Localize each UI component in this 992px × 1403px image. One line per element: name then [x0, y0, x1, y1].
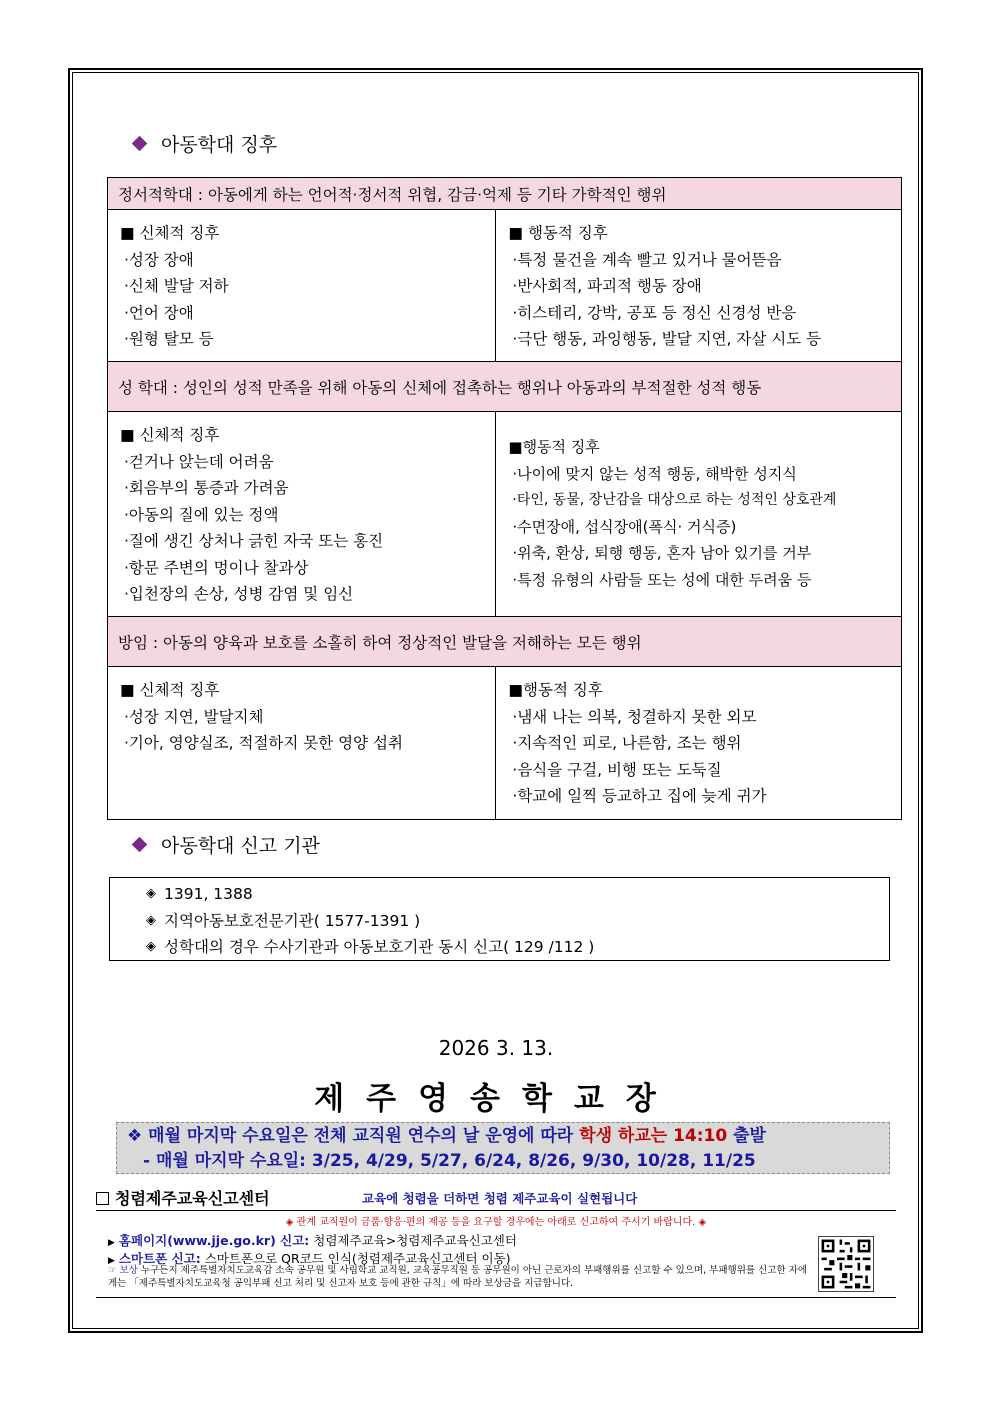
list-item: ·언어 장애 — [124, 303, 194, 322]
list-item: ·기아, 영양실조, 적절하지 못한 영양 섭취 — [124, 734, 403, 752]
list-item: ·특정 유형의 사람들 또는 성에 대한 두려움 등 — [512, 570, 812, 589]
report-agency-box — [109, 877, 890, 961]
arrow-right-icon: ▶ — [108, 1256, 115, 1266]
diamond-bullet-icon — [132, 837, 148, 853]
diamond-mark-icon: ◈ — [146, 939, 156, 954]
behavioral-signs-sexual: ■행동적 징후 ·나이에 맞지 않는 성적 행동, 해박한 성지식 ·타인, 동물, 장난감을 대상으로 하는 성적인 상호관계 ·수면장애, 섭식장애(폭식· 거식증) ·위축, 환상, 퇴행 행동, 혼자 남아 있기를 거부 ·특정 유형의 사람들 또는 성에 대한 두려움 등 — [496, 412, 902, 617]
divider — [96, 1210, 896, 1211]
list-item: ·성장 장애 — [124, 250, 194, 269]
behavioral-signs-emotional: ■ 행동적 징후 ·특정 물건을 계속 빨고 있거나 물어뜯음 ·반사회적, 파괴적 행동 장애 ·히스테리, 강박, 공포 등 정신 신경성 반응 ·극단 행동, 과잉행동, 발달 지연, 자살 시도 등 — [496, 210, 902, 362]
list-item: ·수면장애, 섭식장애(폭식· 거식증) — [512, 517, 737, 536]
list-item: ·항문 주변의 멍이나 찰과상 — [124, 558, 309, 577]
diamond-mark-icon: ◈ — [146, 886, 156, 901]
list-item: ·냄새 나는 의복, 청결하지 못한 외모 — [512, 707, 757, 726]
list-item: ·학교에 일찍 등교하고 집에 늦게 귀가 — [512, 787, 767, 805]
qr-code-icon[interactable] — [818, 1236, 874, 1292]
abuse-signs-table — [107, 177, 902, 820]
list-item: ·음식을 구걸, 비행 또는 도둑질 — [512, 760, 722, 779]
list-item: ·회음부의 통증과 가려움 — [124, 479, 289, 497]
notice-mark-icon: ❖ — [127, 1126, 143, 1146]
category-sexual: 성 학대 : 성인의 성적 만족을 위해 아동의 신체에 접촉하는 행위나 아동과의 부적절한 성적 행동 — [108, 362, 902, 412]
list-item: ·타인, 동물, 장난감을 대상으로 하는 성적인 상호관계 — [512, 492, 837, 508]
list-item: ◈ 지역아동보호전문기관( 1577-1391 ) — [146, 908, 889, 935]
integrity-center-title: 청렴제주교육신고센터 — [96, 1186, 270, 1209]
caution-text: ◈ 관계 교직원이 금품·향응·편의 제공 등을 요구할 경우에는 아래로 신고하여 주시기 바랍니다. ◈ — [285, 1217, 707, 1228]
homepage-link[interactable]: 홈페이지(www.jje.go.kr) 신고: — [118, 1233, 310, 1248]
notice-box: ❖ 매월 마지막 수요일은 전체 교직원 연수의 날 운영에 따라 학생 하교는 14:10 출발 - 매월 마지막 수요일: 3/25, 4/29, 5/27, 6/24, 8/26, 9/30, 10/28, 11/25 — [116, 1122, 890, 1174]
physical-signs-neglect: ■ 신체적 징후 ·성장 지연, 발달지체 ·기아, 영양실조, 적절하지 못한 영양 섭취 — [108, 667, 496, 820]
issue-date: 2026 3. 13. — [438, 1036, 554, 1060]
list-item: ·질에 생긴 상처나 긁힌 자국 또는 홍진 — [124, 532, 384, 550]
list-item: ·신체 발달 저하 — [124, 277, 229, 295]
list-item: ·히스테리, 강박, 공포 등 정신 신경성 반응 — [512, 303, 797, 322]
reward-text: ☞ 보상 누구든지 제주특별자치도교육감 소속 공무원 및 사립학교 교직원, 교육공무직원 등 공무원이 아닌 근로자의 부패행위를 신고할 수 있으며, 부패행위를 신고한 자에게는 「제주특별자치도교육청 공익부패 신고 처리 및 신고자 보호 등에 관한 규칙」에 따라 보상금을 지급합니다. — [108, 1265, 807, 1289]
checkbox-square-icon — [96, 1192, 109, 1205]
integrity-slogan: 교육에 청렴을 더하면 청렴 제주교육이 실현됩니다 — [362, 1191, 638, 1206]
list-item: ·입천장의 손상, 성병 감염 및 임신 — [124, 585, 354, 603]
divider — [96, 1297, 896, 1298]
list-item: ·성장 지연, 발달지체 — [124, 707, 264, 726]
report-agency-heading: 아동학대 신고 기관 — [130, 831, 320, 858]
list-item: ◈ 1391, 1388 — [146, 881, 889, 908]
list-item: ·위축, 환상, 퇴행 행동, 혼자 남아 있기를 거부 — [512, 544, 812, 562]
physical-signs-sexual: ■ 신체적 징후 ·걷거나 앉는데 어려움 ·회음부의 통증과 가려움 ·아동의 질에 있는 정액 ·질에 생긴 상처나 긁힌 자국 또는 홍진 ·항문 주변의 멍이나 찰과상 ·입천장의 손상, 성병 감염 및 임신 — [108, 412, 496, 617]
list-item: ◈ 성학대의 경우 수사기관과 아동보호기관 동시 신고( 129 /112 ) — [146, 934, 889, 961]
physical-signs-emotional: ■ 신체적 징후 ·성장 장애 ·신체 발달 저하 ·언어 장애 ·원형 탈모 등 — [108, 210, 496, 362]
list-item: ·반사회적, 파괴적 행동 장애 — [512, 277, 702, 295]
diamond-bullet-icon — [132, 136, 148, 152]
behavioral-signs-neglect: ■행동적 징후 ·냄새 나는 의복, 청결하지 못한 외모 ·지속적인 피로, 나른함, 조는 행위 ·음식을 구걸, 비행 또는 도둑질 ·학교에 일찍 등교하고 집에 늦게 귀가 — [496, 667, 902, 820]
smartphone-link[interactable]: 스마트폰 신고: — [118, 1251, 201, 1266]
list-item: ·나이에 맞지 않는 성적 행동, 해박한 성지식 — [512, 464, 797, 483]
category-emotional: 정서적학대 : 아동에게 하는 언어적·정서적 위협, 감금·억제 등 기타 가학적인 행위 — [108, 178, 902, 210]
list-item: ·극단 행동, 과잉행동, 발달 지연, 자살 시도 등 — [512, 330, 822, 348]
list-item: ·아동의 질에 있는 정액 — [124, 505, 279, 524]
report-links: ▶ 홈페이지(www.jje.go.kr) 신고: 청렴제주교육>청렴제주교육신고센터 ▶ 스마트폰 신고: 스마트폰으로 QR코드 인식(청렴제주교육신고센터 이동) — [108, 1233, 517, 1266]
category-neglect: 방임 : 아동의 양육과 보호를 소홀히 하여 정상적인 발달을 저해하는 모든 행위 — [108, 617, 902, 667]
abuse-signs-heading: 아동학대 징후 — [130, 130, 277, 157]
list-item: ·원형 탈모 등 — [124, 330, 214, 348]
principal-signature: 제주영송학교장 — [314, 1081, 678, 1117]
arrow-right-icon: ▶ — [108, 1238, 115, 1248]
list-item: ·지속적인 피로, 나른함, 조는 행위 — [512, 734, 742, 752]
diamond-mark-icon: ◈ — [146, 912, 156, 928]
list-item: ·걷거나 앉는데 어려움 — [124, 452, 274, 471]
list-item: ·특정 물건을 계속 빨고 있거나 물어뜯음 — [512, 250, 782, 269]
